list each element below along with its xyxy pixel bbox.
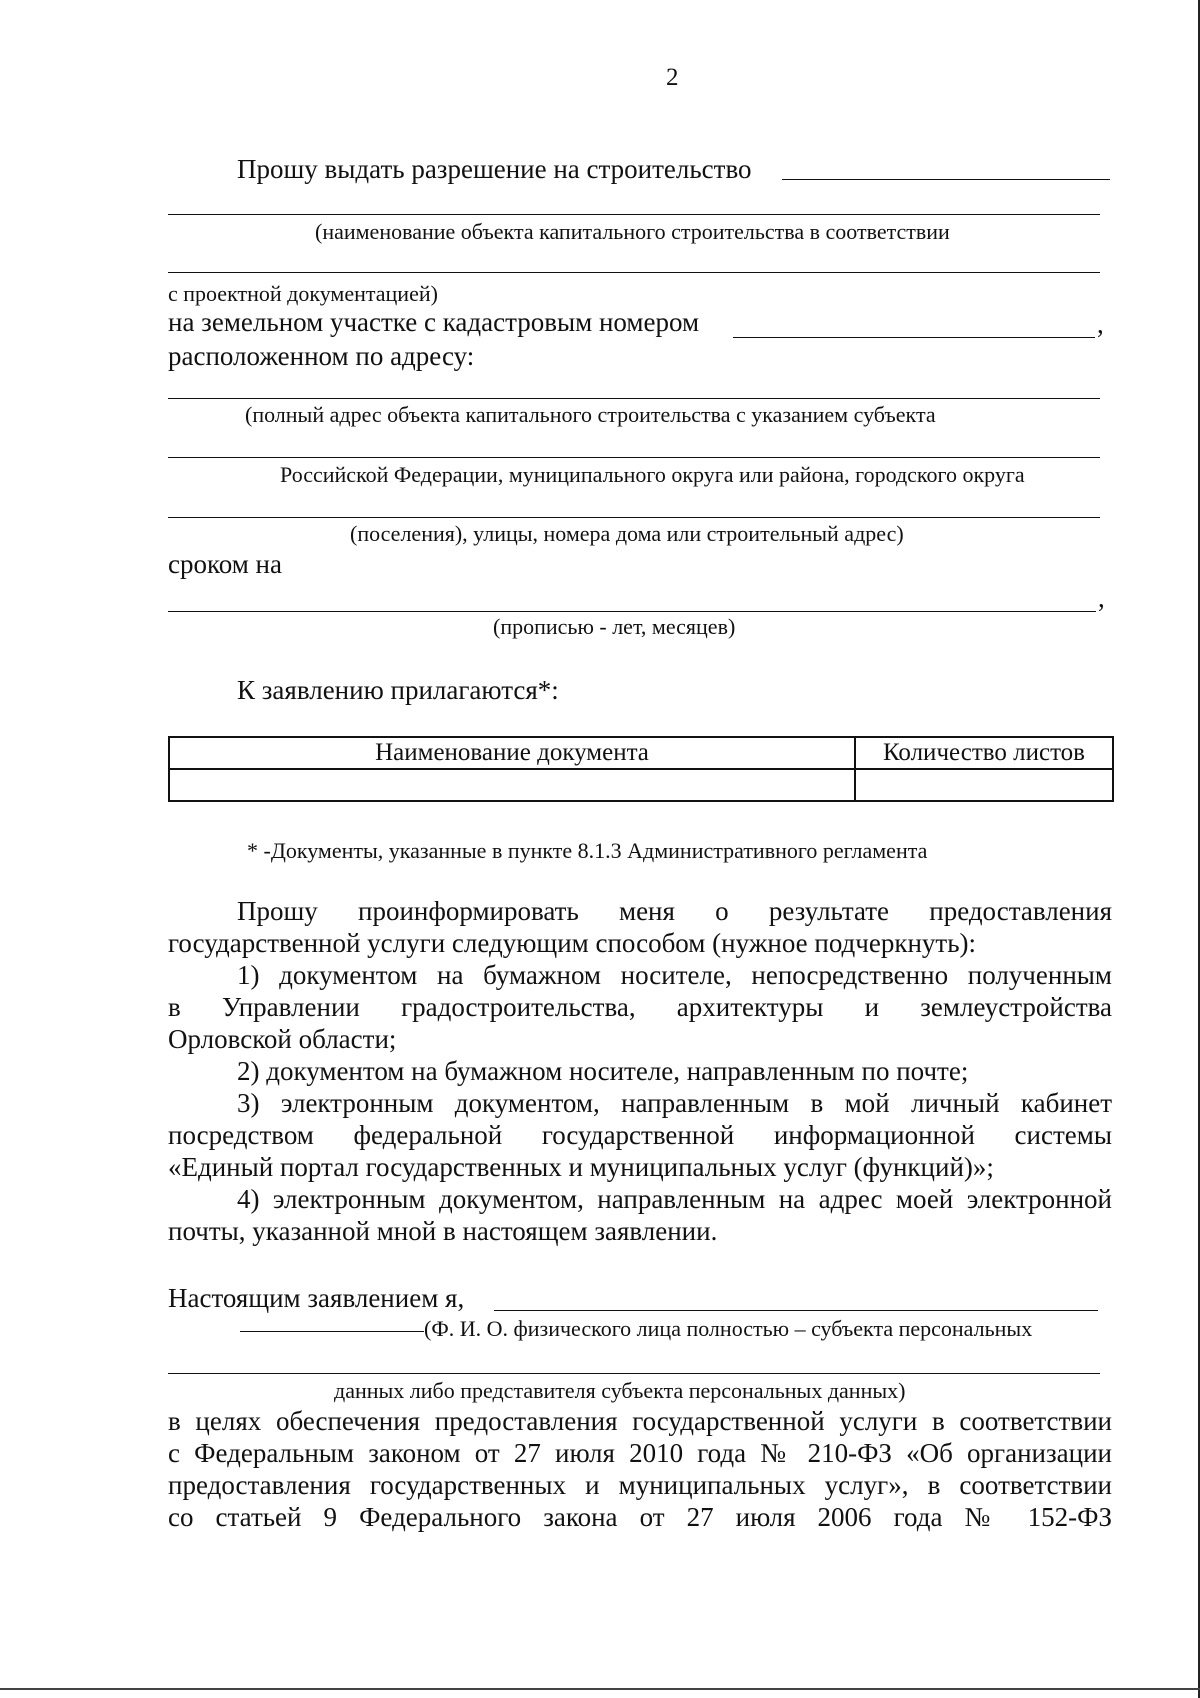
scan-bottom-edge xyxy=(0,1688,1200,1690)
inform-line-5: Орловской области; xyxy=(168,1024,397,1054)
note-object-2: с проектной документацией) xyxy=(168,281,438,306)
table-row xyxy=(169,769,1113,801)
note-address-2: Российской Федерации, муниципального округа или района, городского округа xyxy=(280,462,1025,487)
note-object-1: (наименование объекта капитального строительства в соответствии xyxy=(315,219,950,244)
cadastral-line: на земельном участке с кадастровым номером xyxy=(168,307,700,337)
request-blank xyxy=(782,179,1110,180)
person-blank-1 xyxy=(494,1310,1098,1311)
inform-line-10: 4) электронным документом, направленным на адрес моей электронной xyxy=(237,1184,1112,1214)
inform-line-8: посредством федеральной государственной информационной системы xyxy=(168,1120,1112,1150)
note-address-1: (полный адрес объекта капитального строительства с указанием субъекта xyxy=(245,402,936,427)
consent-start: Настоящим заявлением я, xyxy=(168,1283,465,1313)
consent-line-2: с Федеральным законом от 27 июля 2010 года № 210-ФЗ «Об организации xyxy=(168,1438,1112,1468)
table-header-sheets: Количество листов xyxy=(855,737,1113,769)
inform-line-3: 1) документом на бумажном носителе, непосредственно полученным xyxy=(237,960,1112,990)
address-blank-2 xyxy=(168,457,1100,458)
footnote: * -Документы, указанные в пункте 8.1.3 Административного регламента xyxy=(247,838,928,863)
note-person-2: данных либо представителя субъекта персональных данных) xyxy=(334,1378,906,1403)
object-blank-1 xyxy=(168,214,1100,215)
cadastral-comma: , xyxy=(1097,309,1104,339)
table-cell-sheets xyxy=(855,769,1113,801)
person-blank-2 xyxy=(240,1331,424,1332)
note-address-3: (поселения), улицы, номера дома или строительный адрес) xyxy=(350,521,904,546)
inform-line-7: 3) электронным документом, направленным в мой личный кабинет xyxy=(237,1088,1112,1118)
term-line: сроком на xyxy=(168,549,282,579)
page-number: 2 xyxy=(666,64,679,91)
table-cell-document xyxy=(169,769,855,801)
inform-line-1: Прошу проинформировать меня о результате предоставления xyxy=(237,896,1112,926)
request-line: Прошу выдать разрешение на строительство xyxy=(237,154,752,184)
cadastral-blank xyxy=(733,337,1095,338)
table-header-document: Наименование документа xyxy=(169,737,855,769)
inform-line-4: в Управлении градостроительства, архитектуры и землеустройства xyxy=(168,992,1112,1022)
object-blank-2 xyxy=(168,272,1100,273)
address-blank-3 xyxy=(168,517,1100,518)
inform-line-2: государственной услуги следующим способом (нужное подчеркнуть): xyxy=(168,928,977,958)
inform-line-9: «Единый портал государственных и муниципальных услуг (функций)»; xyxy=(168,1152,994,1182)
term-comma: , xyxy=(1098,583,1105,613)
inform-line-6: 2) документом на бумажном носителе, направленным по почте; xyxy=(237,1056,969,1086)
attachments-heading: К заявлению прилагаются*: xyxy=(237,675,559,705)
consent-line-4: со статьей 9 Федерального закона от 27 июля 2006 года № 152-ФЗ xyxy=(168,1502,1112,1532)
note-person-1: (Ф. И. О. физического лица полностью – субъекта персональных xyxy=(424,1316,1033,1341)
address-blank-1 xyxy=(168,398,1100,399)
attachments-table xyxy=(168,736,1114,802)
consent-line-1: в целях обеспечения предоставления государственной услуги в соответствии xyxy=(168,1406,1112,1436)
note-term: (прописью - лет, месяцев) xyxy=(493,614,736,639)
table-header-row xyxy=(169,737,1113,769)
term-blank xyxy=(168,611,1096,612)
address-line: расположенном по адресу: xyxy=(168,341,475,371)
consent-line-3: предоставления государственных и муниципальных услуг», в соответствии xyxy=(168,1470,1112,1500)
inform-line-11: почты, указанной мной в настоящем заявлении. xyxy=(168,1216,718,1246)
person-blank-3 xyxy=(168,1373,1100,1374)
